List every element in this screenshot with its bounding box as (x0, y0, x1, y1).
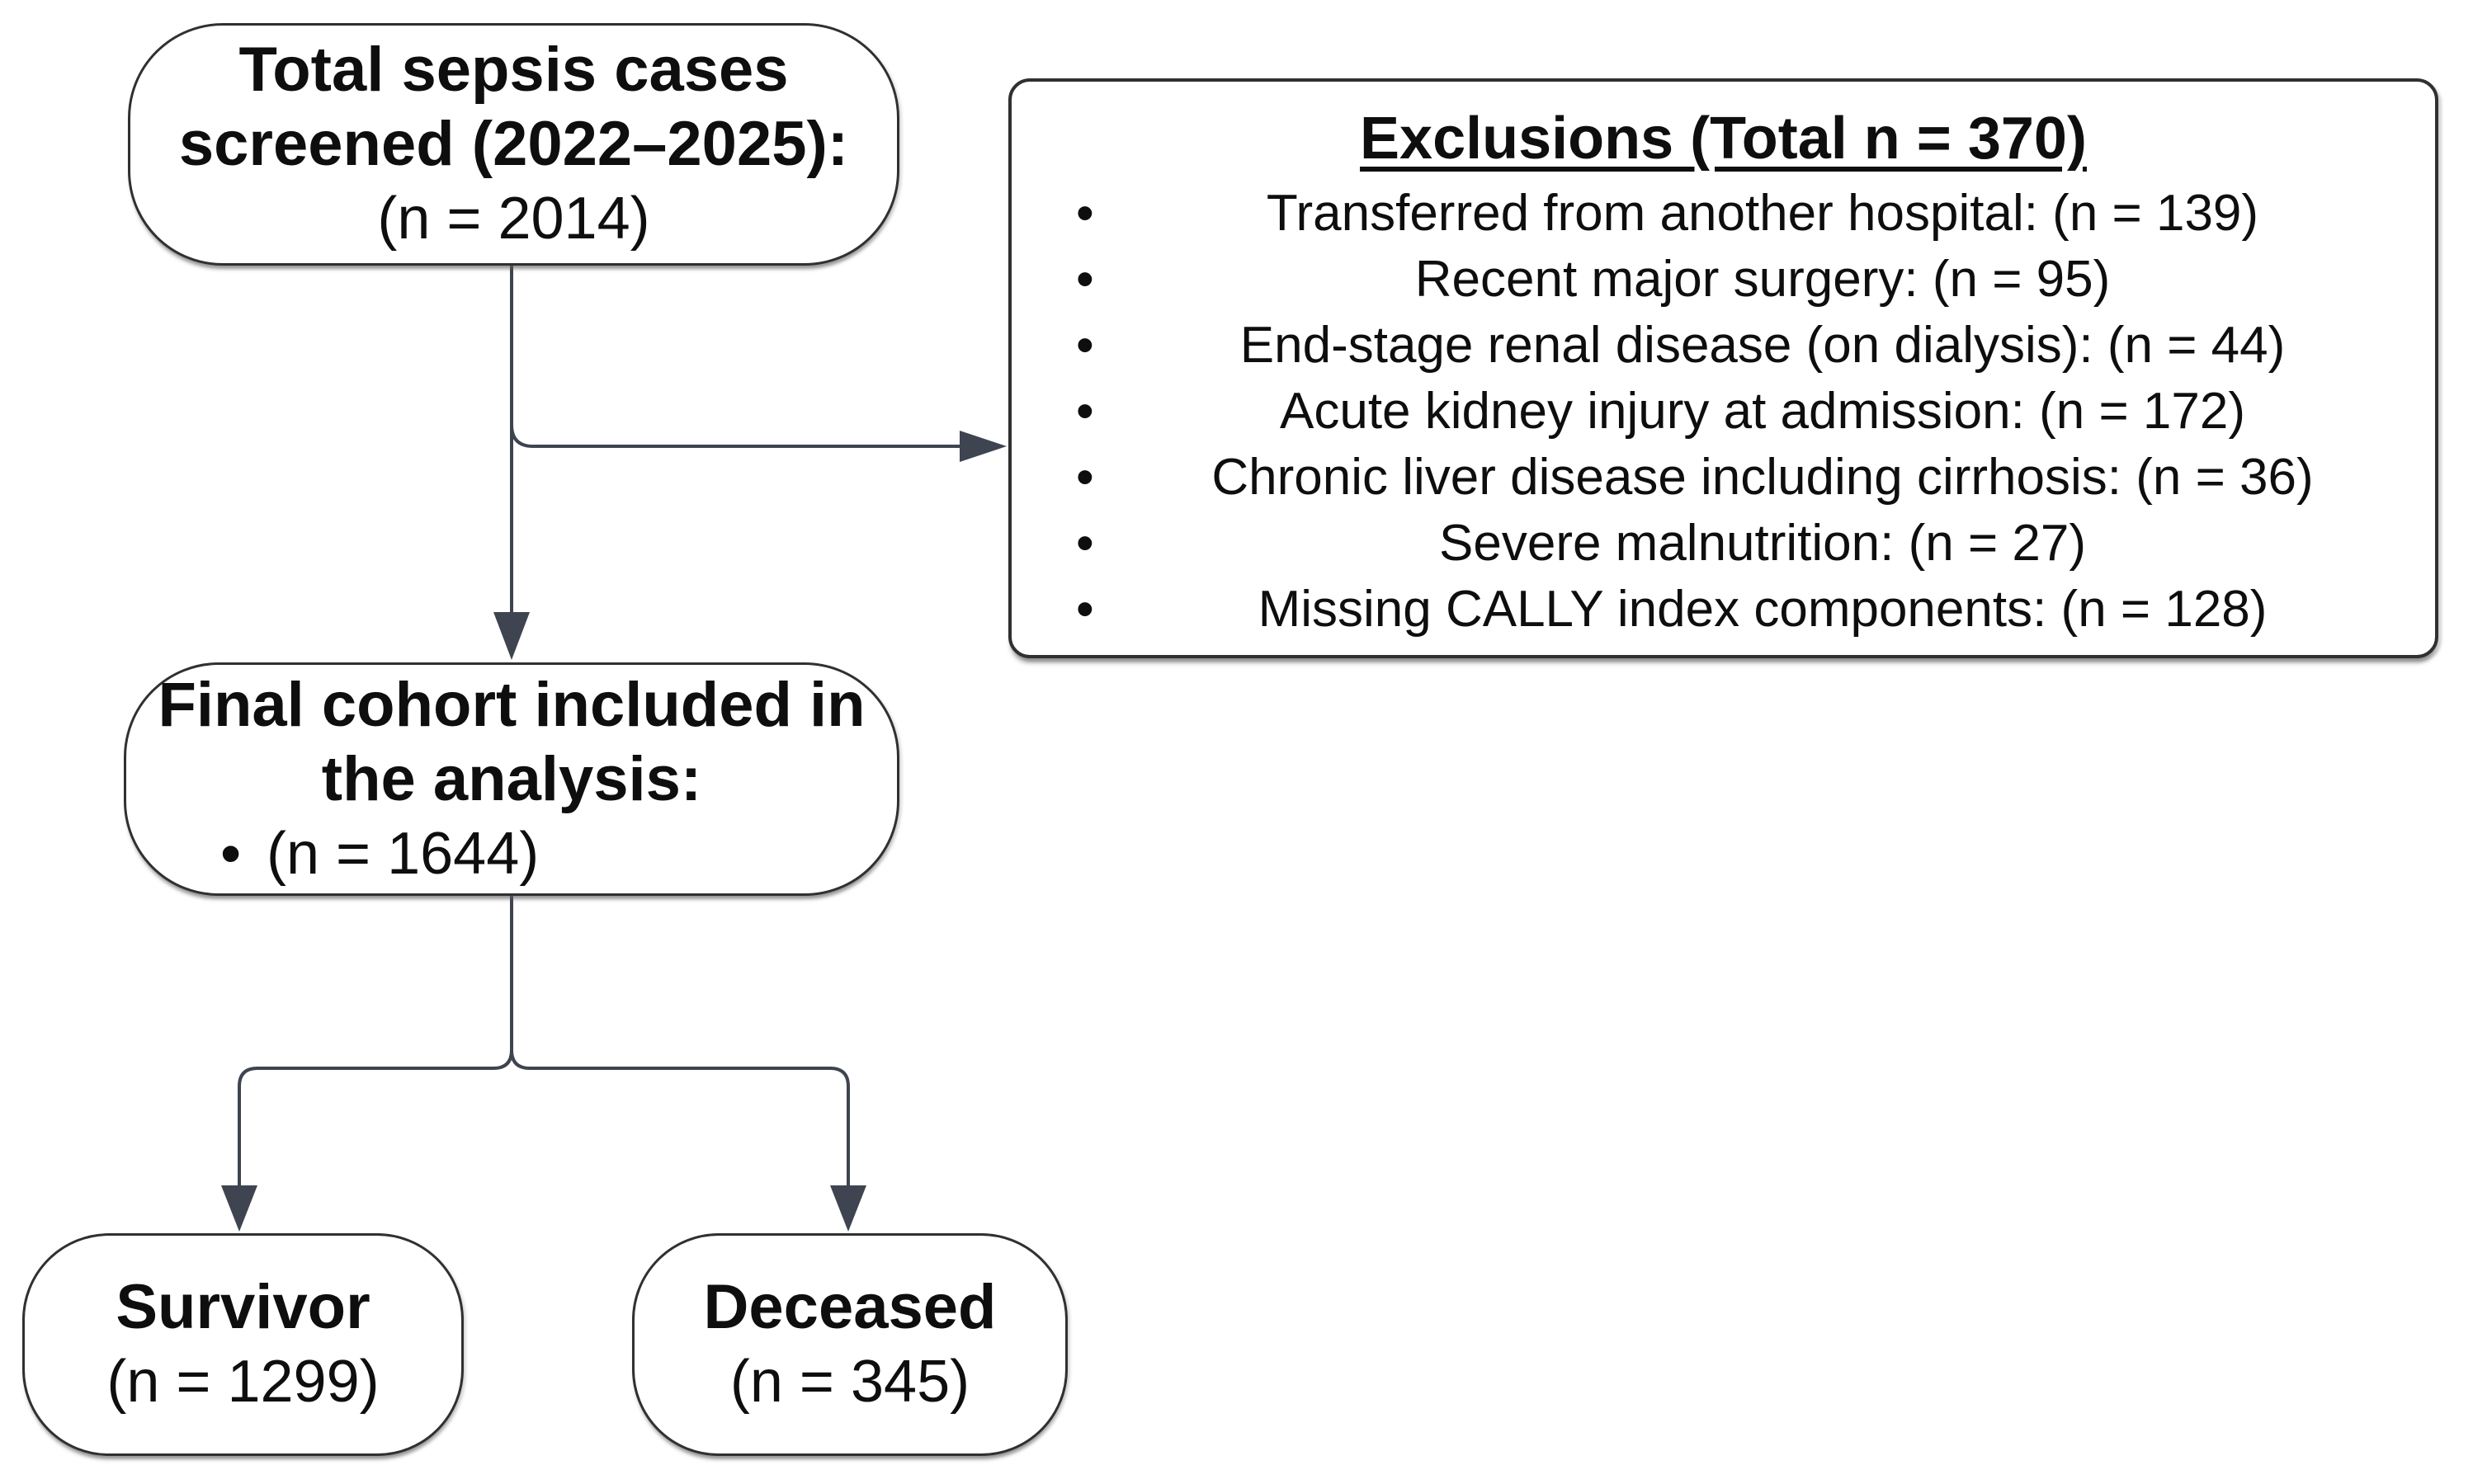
survivor-label: Survivor (116, 1272, 370, 1342)
exclusions-list (1045, 181, 2402, 643)
survivor-count: (n = 1299) (106, 1349, 380, 1415)
node-exclusions (1008, 78, 2438, 658)
screened-title-line1: Total sepsis cases (238, 35, 789, 105)
exclusions-title: Exclusions (Total n = 370) (1360, 106, 2087, 172)
exclusion-item: • Chronic liver disease including cirrhosis: (n = 36) (1045, 445, 2402, 511)
node-total-screened (128, 23, 899, 266)
arrowhead-down-final (493, 612, 530, 660)
screened-count: (n = 2014) (377, 186, 650, 252)
arrowhead-down-deceased (830, 1185, 866, 1232)
exclusion-item: • Transferred from another hospital: (n = 139) (1045, 181, 2402, 247)
final-title-line2: the analysis: (321, 743, 702, 814)
final-title-line1: Final cohort included in (158, 669, 866, 740)
connector-to-exclusions (512, 425, 960, 446)
node-deceased (632, 1233, 1068, 1456)
deceased-label: Deceased (703, 1272, 997, 1342)
exclusion-item: • Acute kidney injury at admission: (n = 172) (1045, 379, 2402, 445)
exclusion-item: • Severe malnutrition: (n = 27) (1045, 511, 2402, 577)
connector-split-left (239, 1050, 512, 1185)
node-survivor (22, 1233, 464, 1456)
deceased-count: (n = 345) (729, 1349, 970, 1415)
final-count: • (n = 1644) (126, 817, 897, 891)
arrowhead-right-exclusions (960, 431, 1007, 462)
connector-split-right (512, 1050, 848, 1185)
exclusion-item: • Missing CALLY index components: (n = 128) (1045, 577, 2402, 643)
screened-title-line2: screened (2022–2025): (178, 109, 849, 179)
exclusion-item: • End-stage renal disease (on dialysis): (n = 44) (1045, 313, 2402, 379)
node-final-cohort (124, 662, 899, 896)
exclusion-item: • Recent major surgery: (n = 95) (1045, 247, 2402, 313)
arrowhead-down-survivor (221, 1185, 257, 1232)
